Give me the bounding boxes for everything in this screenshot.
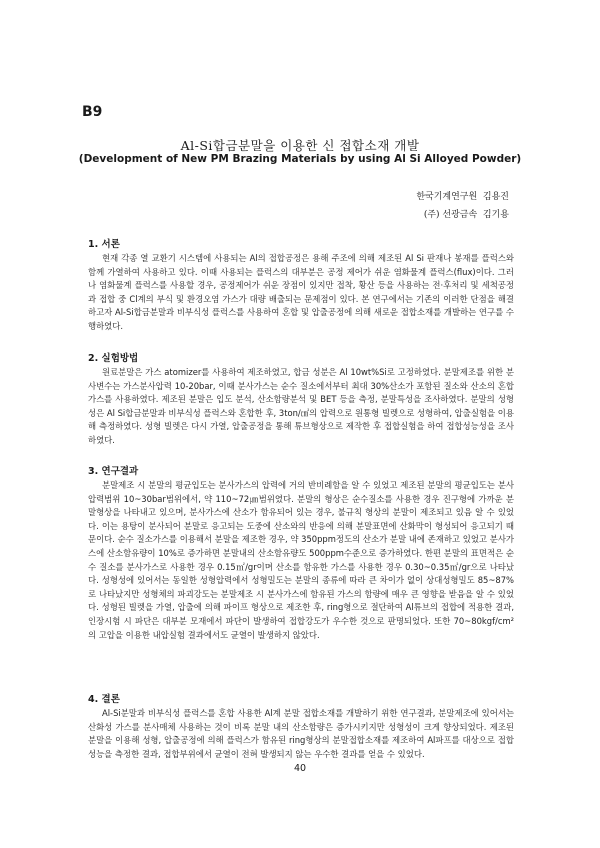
section-methods <box>88 350 514 448</box>
abstract-code: B9 <box>82 104 103 120</box>
section-body: 현재 각종 열 교환기 시스템에 사용되는 Al의 접합공정은 용해 주조에 의해 제조된 Al Si 판재나 봉재를 플럭스와 함께 가열하여 사용하고 있다. 이때 사용되는 플럭스의 대부분은 공정 제어가 쉬운 염화물계 플럭스(flux)이다. 그러나 염화물계 플럭스를 사용할 경우, 공정제어가 쉬운 장점이 있지만 접착, 황산 등을 사용하는 전·후처리 및 세척공정과 접합 중 Cl계의 부식 및 환경오염 가스가 대량 배출되는 문제점이 있다. 본 연구에서는 기존의 이러한 단점을 해결하고자 Al-Si합금분말과 비부식성 플럭스를 사용하여 혼합 및 압출공정에 의해 새로운 접합소재를 개발하는 연구를 수행하였다. <box>88 253 514 331</box>
section-conclusion <box>88 691 514 761</box>
author-line-2: (주) 선광금속 김기용 <box>423 210 509 220</box>
author-line-1: 한국기계연구원 김용진 <box>416 192 509 202</box>
section-heading: 3. 연구결과 <box>88 466 139 477</box>
section-body: Al-Si분말과 비부식성 플럭스를 혼합 사용한 Al계 분말 접합소재를 개발하기 위한 연구결과, 분말제조에 있어서는 산화성 가스를 분사매체 사용하는 것이 비록 분말 내의 산소함량은 증가시키지만 성형성이 크게 향상되었다. 제조된 분말을 이용해 성형, 압출공정에 의해 플럭스가 함유된 ring형상의 분말접합소재를 제조하여 Al파프를 대상으로 접합성능을 측정한 결과, 접합부위에서 균열이 전혀 발생되지 않는 우수한 결과를 얻을 수 있었다. <box>88 708 514 759</box>
section-heading: 4. 결론 <box>88 694 120 705</box>
author-block <box>416 188 509 224</box>
section-body: 원료분말은 가스 atomizer를 사용하여 제조하였고, 합금 성분은 Al 10wt%Si로 고정하였다. 분말제조를 위한 분사변수는 가스분사압력 10-20bar, 이때 분사가스는 순수 질소에서부터 최대 30%산소가 포함된 질소와 산소의 혼합가스를 사용하였다. 제조된 분말은 입도 분석, 산소함량분석 및 BET 등을 측정, 분말특성을 조사하였다. 분말의 성형성은 Al Si합금분말과 비부식성 플럭스와 혼합한 후, 3ton/㎠의 압력으로 원통형 빌렛으로 성형하여, 압출실험을 이용해 측정하였다. 성형 빌렛은 다시 가열, 압출공정을 통해 튜브형상으로 제작한 후 접합실험을 하여 접합성능성을 조사하였다. <box>88 367 514 445</box>
section-results <box>88 463 514 642</box>
page-number: 40 <box>293 763 307 774</box>
title-english: (Development of New PM Brazing Materials by using Al Si Alloyed Powder) <box>78 153 522 165</box>
title-korean: Al-Si합금분말을 이용한 신 접합소재 개발 <box>180 138 420 153</box>
section-heading: 2. 실험방법 <box>88 353 139 364</box>
section-introduction <box>88 236 514 334</box>
section-heading: 1. 서론 <box>88 239 120 250</box>
section-body: 분말제조 시 분말의 평균입도는 분사가스의 압력에 거의 반비례함을 알 수 있었고 제조된 분말의 평균입도는 분사압력범위 10~30bar범위에서, 약 110~72㎛범위였다. 분말의 형상은 순수질소를 사용한 경우 진구형에 가까운 분말형상을 나타내고 있으며, 분사가스에 산소가 함유되어 있는 경우, 불규칙 형상의 분말이 제조되고 있음 알 수 있었다. 이는 용탕이 분사되어 분말로 응고되는 도중에 산소와의 반응에 의해 분말표면에 산화막이 형성되어 응고되기 때문이다. 순수 질소가스를 이용해서 분말을 제조한 경우, 약 350ppm정도의 산소가 분말 내에 존재하고 있었고 분사가스에 산소함유량이 10%로 증가하면 분말내의 산소함유량도 500ppm수준으로 증가하였다. 한편 분말의 표면적은 순수 질소를 분사가스로 사용한 경우 0.15㎡/gr이며 산소를 함유한 가스를 사용한 경우 0.30~0.35㎡/gr으로 나타났다. 성형성에 있어서는 동일한 성형압력에서 성형밀도는 분말의 종류에 따라 큰 차이가 없이 상대성형밀도 85~87%로 나타났지만 성형체의 파괴강도는 분말제조 시 분사가스에 함유된 가스의 함량에 매우 큰 영향을 받음을 알 수 있었다. 성형된 빌렛을 가열, 압출에 의해 파이프 형상으로 제조한 후, ring형으로 절단하여 Al튜브의 접합에 적용한 결과, 인장시험 시 파단은 대부분 모재에서 파단이 발생하여 접합강도가 우수한 것으로 판명되었다. 또한 70~80kgf/cm²의 고압을 이용한 내압실험 결과에서도 균열이 발생하지 않았다. <box>88 480 514 640</box>
